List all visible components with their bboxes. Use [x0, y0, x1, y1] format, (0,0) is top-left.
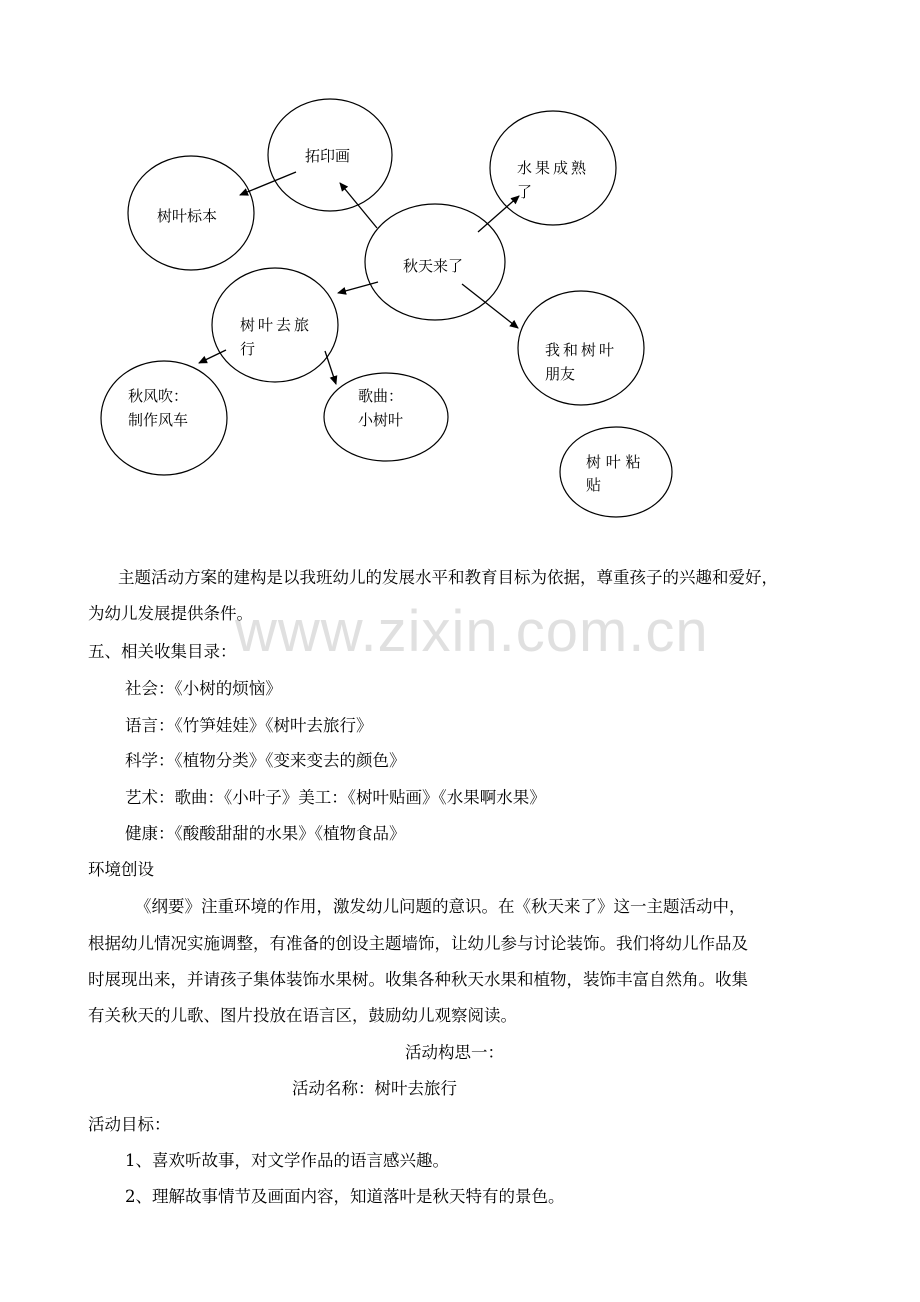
env-line-2: 根据幼儿情况实施调整，有准备的创设主题墙饰，让幼儿参与讨论装饰。我们将幼儿作品及	[88, 934, 748, 953]
node-label-shuyequlvxing-1: 树叶去旅	[240, 316, 313, 334]
goal-item: 2、理解故事情节及画面内容，知道落叶是秋天特有的景色。	[125, 1187, 565, 1206]
list-item: 语言：《竹笋娃娃》《树叶去旅行》	[125, 716, 373, 735]
node-label-shuiguo-2: 了	[517, 183, 533, 201]
arrow-center-to-woheshuye	[462, 284, 518, 328]
arrow-center-to-tuoyinhua	[340, 183, 377, 228]
node-label-shuyequlvxing-2: 行	[240, 340, 256, 358]
node-label-center: 秋天来了	[403, 257, 464, 275]
arrow-tuoyinhua-to-shuyebiaoben	[240, 172, 296, 195]
intro-line-2: 为幼儿发展提供条件。	[88, 604, 253, 623]
watermark: www.zixin.com.cn	[235, 599, 709, 664]
node-label-shuyezhantie-2: 贴	[586, 476, 602, 494]
intro-line-1: 主题活动方案的建构是以我班幼儿的发展水平和教育目标为依据，尊重孩子的兴趣和爱好，	[118, 568, 778, 587]
list-item: 科学：《植物分类》《变来变去的颜色》	[125, 751, 406, 770]
arrow-shuyequlvxing-to-gequ	[325, 351, 336, 384]
idea-title: 活动构思一：	[405, 1043, 504, 1062]
goal-heading: 活动目标：	[88, 1115, 171, 1134]
node-label-gequ-1: 歌曲：	[358, 387, 404, 405]
node-label-gequ-2: 小树叶	[358, 411, 404, 429]
env-heading: 环境创设	[88, 860, 154, 879]
env-line-1: 《纲要》注重环境的作用，激发幼儿问题的意识。在《秋天来了》这一主题活动中，	[135, 897, 746, 916]
list-item: 社会：《小树的烦恼》	[125, 679, 282, 698]
activity-name: 活动名称：树叶去旅行	[292, 1079, 457, 1098]
node-label-woheshuye-2: 朋友	[545, 365, 576, 383]
node-label-qiufengchui-2: 制作风车	[128, 411, 189, 429]
section-heading-5: 五、相关收集目录：	[88, 642, 237, 661]
node-label-tuoyinhua: 拓印画	[305, 147, 351, 165]
list-item: 艺术：歌曲：《小叶子》美工：《树叶贴画》《水果啊水果》	[125, 788, 546, 807]
arrow-center-to-shuiguo	[478, 196, 519, 232]
node-label-shuyezhantie-1: 树 叶 粘	[586, 453, 641, 471]
env-line-4: 有关秋天的儿歌、图片投放在语言区，鼓励幼儿观察阅读。	[88, 1006, 517, 1025]
env-line-3: 时展现出来，并请孩子集体装饰水果树。收集各种秋天水果和植物，装饰丰富自然角。收集	[88, 970, 748, 989]
node-label-qiufengchui-1: 秋风吹：	[128, 387, 189, 405]
goal-item: 1、喜欢听故事，对文学作品的语言感兴趣。	[125, 1151, 449, 1170]
node-label-shuiguo-1: 水果成熟	[517, 159, 590, 177]
list-item: 健康：《酸酸甜甜的水果》《植物食品》	[125, 824, 406, 843]
node-label-woheshuye-1: 我和树叶	[545, 341, 618, 359]
node-label-shuyebiaoben: 树叶标本	[157, 207, 218, 225]
